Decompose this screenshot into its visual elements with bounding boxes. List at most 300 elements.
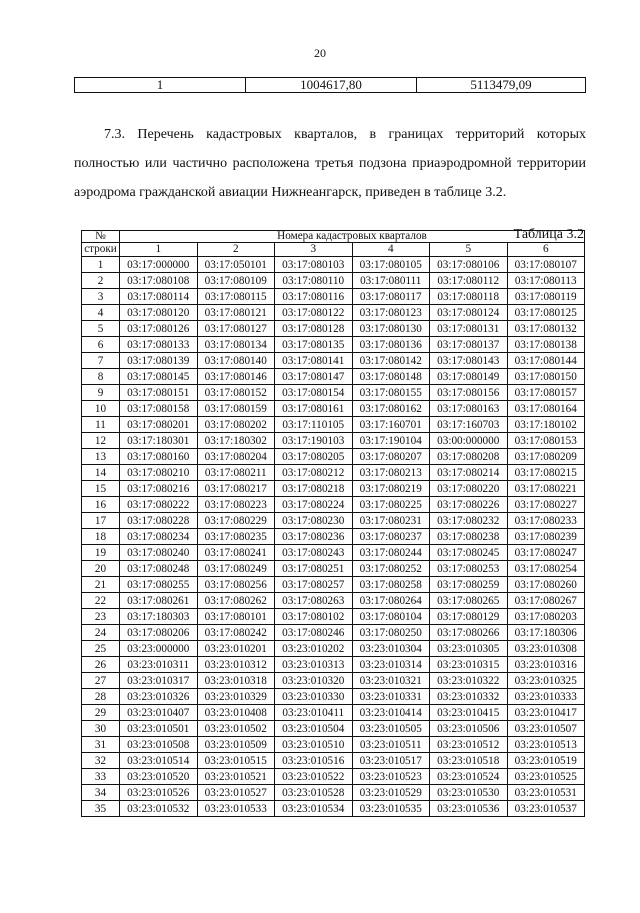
cadastral-number-cell: 03:23:010332 <box>430 689 508 705</box>
cadastral-number-cell: 03:17:080250 <box>352 625 430 641</box>
column-header: 6 <box>507 243 585 257</box>
cadastral-number-cell: 03:17:080132 <box>507 321 585 337</box>
cadastral-number-cell: 03:17:080101 <box>197 609 275 625</box>
group-header: Номера кадастровых кварталов <box>120 231 585 243</box>
cadastral-number-cell: 03:17:080224 <box>275 497 353 513</box>
row-number-cell: 18 <box>82 529 120 545</box>
cadastral-number-cell: 03:17:080152 <box>197 385 275 401</box>
cadastral-number-cell: 03:23:010315 <box>430 657 508 673</box>
cadastral-number-cell: 03:23:010308 <box>507 641 585 657</box>
column-header: 2 <box>197 243 275 257</box>
cadastral-number-cell: 03:17:080134 <box>197 337 275 353</box>
cadastral-number-cell: 03:17:080220 <box>430 481 508 497</box>
cadastral-number-cell: 03:23:010333 <box>507 689 585 705</box>
paragraph-line: 7.3. Перечень кадастровых кварталов, в границах территорий которых <box>104 127 586 142</box>
cadastral-number-cell: 03:17:080104 <box>352 609 430 625</box>
cadastral-number-cell: 03:17:080235 <box>197 529 275 545</box>
cadastral-number-cell: 03:23:010411 <box>275 705 353 721</box>
cadastral-number-cell: 03:23:010312 <box>197 657 275 673</box>
cadastral-number-cell: 03:17:080232 <box>430 513 508 529</box>
cadastral-number-cell: 03:23:010517 <box>352 753 430 769</box>
table-row <box>82 305 585 321</box>
table-row <box>82 753 585 769</box>
cadastral-number-cell: 03:23:000000 <box>120 641 198 657</box>
cadastral-number-cell: 03:17:080109 <box>197 273 275 289</box>
section-paragraph <box>74 120 586 207</box>
cadastral-number-cell: 03:17:080210 <box>120 465 198 481</box>
cadastral-number-cell: 03:17:080126 <box>120 321 198 337</box>
cadastral-number-cell: 03:23:010525 <box>507 769 585 785</box>
cadastral-number-cell: 03:17:080151 <box>120 385 198 401</box>
table-row <box>82 705 585 721</box>
cadastral-number-cell: 03:17:080266 <box>430 625 508 641</box>
cadastral-number-cell: 03:17:080264 <box>352 593 430 609</box>
cadastral-number-cell: 03:17:080248 <box>120 561 198 577</box>
row-number-cell: 12 <box>82 433 120 449</box>
cadastral-number-cell: 03:17:080144 <box>507 353 585 369</box>
cadastral-number-cell: 03:17:080209 <box>507 449 585 465</box>
cadastral-number-cell: 03:17:080124 <box>430 305 508 321</box>
row-number-cell: 27 <box>82 673 120 689</box>
cadastral-number-cell: 03:17:080207 <box>352 449 430 465</box>
column-header: 4 <box>352 243 430 257</box>
cadastral-number-cell: 03:17:080123 <box>352 305 430 321</box>
column-header: 3 <box>275 243 353 257</box>
cadastral-number-cell: 03:17:080229 <box>197 513 275 529</box>
cadastral-number-cell: 03:23:010417 <box>507 705 585 721</box>
cadastral-number-cell: 03:17:190103 <box>275 433 353 449</box>
cadastral-number-cell: 03:17:080255 <box>120 577 198 593</box>
cadastral-number-cell: 03:17:080128 <box>275 321 353 337</box>
cadastral-number-cell: 03:23:010502 <box>197 721 275 737</box>
cadastral-number-cell: 03:17:180306 <box>507 625 585 641</box>
table-row <box>82 289 585 305</box>
cadastral-number-cell: 03:17:080105 <box>352 257 430 273</box>
cadastral-number-cell: 03:17:080239 <box>507 529 585 545</box>
table-row <box>75 78 586 93</box>
cadastral-number-cell: 03:17:080216 <box>120 481 198 497</box>
cadastral-number-cell: 03:17:080238 <box>430 529 508 545</box>
cadastral-number-cell: 03:17:110105 <box>275 417 353 433</box>
cadastral-number-cell: 03:17:080249 <box>197 561 275 577</box>
table-row <box>82 481 585 497</box>
cadastral-number-cell: 03:17:080253 <box>430 561 508 577</box>
cadastral-number-cell: 03:23:010414 <box>352 705 430 721</box>
table-row <box>82 513 585 529</box>
cadastral-number-cell: 03:17:080227 <box>507 497 585 513</box>
table-row <box>82 721 585 737</box>
cadastral-number-cell: 03:17:080160 <box>120 449 198 465</box>
cadastral-number-cell: 03:23:010320 <box>275 673 353 689</box>
cadastral-number-cell: 03:17:080251 <box>275 561 353 577</box>
cadastral-number-cell: 03:17:080139 <box>120 353 198 369</box>
row-number-cell: 14 <box>82 465 120 481</box>
page-number: 20 <box>314 46 326 60</box>
cadastral-number-cell: 03:17:080254 <box>507 561 585 577</box>
table-row <box>82 593 585 609</box>
cadastral-number-cell: 03:23:010511 <box>352 737 430 753</box>
cadastral-number-cell: 03:23:010325 <box>507 673 585 689</box>
cadastral-number-cell: 03:17:080208 <box>430 449 508 465</box>
cadastral-number-cell: 03:23:010514 <box>120 753 198 769</box>
cadastral-number-cell: 03:23:010535 <box>352 801 430 817</box>
cadastral-number-cell: 03:17:080265 <box>430 593 508 609</box>
cadastral-number-cell: 03:17:180302 <box>197 433 275 449</box>
cadastral-number-cell: 03:23:010534 <box>275 801 353 817</box>
cadastral-number-cell: 03:17:080145 <box>120 369 198 385</box>
cadastral-number-cell: 03:17:080164 <box>507 401 585 417</box>
cadastral-number-cell: 03:23:010523 <box>352 769 430 785</box>
row-number-cell: 24 <box>82 625 120 641</box>
cadastral-number-cell: 03:23:010508 <box>120 737 198 753</box>
cadastral-number-cell: 03:17:080228 <box>120 513 198 529</box>
paragraph-line: аэродрома гражданской авиации Нижнеангарск, приведен в таблице 3.2. <box>74 185 507 200</box>
row-number-cell: 30 <box>82 721 120 737</box>
cadastral-number-cell: 03:17:080203 <box>507 609 585 625</box>
cadastral-number-cell: 03:17:080133 <box>120 337 198 353</box>
cadastral-number-cell: 03:23:010512 <box>430 737 508 753</box>
cadastral-number-cell: 03:17:080256 <box>197 577 275 593</box>
cadastral-number-cell: 03:17:080252 <box>352 561 430 577</box>
coordinate-table-fragment <box>74 77 586 93</box>
table-row <box>82 561 585 577</box>
cadastral-number-cell: 03:23:010516 <box>275 753 353 769</box>
cadastral-number-cell: 03:17:080219 <box>352 481 430 497</box>
cadastral-number-cell: 03:23:010528 <box>275 785 353 801</box>
cadastral-quarters-table <box>81 230 585 817</box>
cadastral-number-cell: 03:17:080147 <box>275 369 353 385</box>
cadastral-number-cell: 03:17:080106 <box>430 257 508 273</box>
cadastral-number-cell: 03:17:080122 <box>275 305 353 321</box>
table-row <box>82 449 585 465</box>
cadastral-number-cell: 03:23:010314 <box>352 657 430 673</box>
row-number-cell: 10 <box>82 401 120 417</box>
cadastral-number-cell: 03:17:080205 <box>275 449 353 465</box>
cadastral-number-cell: 03:23:010510 <box>275 737 353 753</box>
cadastral-number-cell: 03:17:080213 <box>352 465 430 481</box>
cadastral-number-cell: 03:17:080211 <box>197 465 275 481</box>
row-number-cell: 34 <box>82 785 120 801</box>
cadastral-number-cell: 03:17:080112 <box>430 273 508 289</box>
cadastral-number-cell: 03:23:010527 <box>197 785 275 801</box>
cadastral-number-cell: 03:23:010509 <box>197 737 275 753</box>
cadastral-number-cell: 03:17:080222 <box>120 497 198 513</box>
cadastral-number-cell: 03:23:010518 <box>430 753 508 769</box>
cadastral-number-cell: 03:17:080154 <box>275 385 353 401</box>
table-row <box>82 785 585 801</box>
cadastral-number-cell: 03:23:010317 <box>120 673 198 689</box>
cadastral-number-cell: 03:17:080135 <box>275 337 353 353</box>
cadastral-number-cell: 03:23:010519 <box>507 753 585 769</box>
table-row <box>82 321 585 337</box>
table-cell: 1 <box>75 78 246 93</box>
table-row <box>82 369 585 385</box>
cadastral-number-cell: 03:17:080158 <box>120 401 198 417</box>
cadastral-number-cell: 03:17:080140 <box>197 353 275 369</box>
cadastral-number-cell: 03:17:080137 <box>430 337 508 353</box>
cadastral-number-cell: 03:17:080245 <box>430 545 508 561</box>
table-row <box>82 801 585 817</box>
row-number-cell: 25 <box>82 641 120 657</box>
cadastral-number-cell: 03:17:080138 <box>507 337 585 353</box>
cadastral-number-cell: 03:23:010304 <box>352 641 430 657</box>
row-number-cell: 3 <box>82 289 120 305</box>
row-number-cell: 6 <box>82 337 120 353</box>
cadastral-number-cell: 03:17:080244 <box>352 545 430 561</box>
cadastral-number-cell: 03:23:010537 <box>507 801 585 817</box>
cadastral-number-cell: 03:23:010513 <box>507 737 585 753</box>
cadastral-number-cell: 03:17:190104 <box>352 433 430 449</box>
row-number-cell: 19 <box>82 545 120 561</box>
cadastral-number-cell: 03:23:010524 <box>430 769 508 785</box>
table-row <box>82 337 585 353</box>
cadastral-number-cell: 03:23:010506 <box>430 721 508 737</box>
cadastral-number-cell: 03:17:080103 <box>275 257 353 273</box>
table-caption: Таблица 3.2 <box>513 227 584 242</box>
cadastral-number-cell: 03:17:080125 <box>507 305 585 321</box>
cadastral-number-cell: 03:17:080150 <box>507 369 585 385</box>
cadastral-number-cell: 03:17:080218 <box>275 481 353 497</box>
row-number-cell: 31 <box>82 737 120 753</box>
cadastral-number-cell: 03:17:080121 <box>197 305 275 321</box>
cadastral-number-cell: 03:17:160701 <box>352 417 430 433</box>
cadastral-number-cell: 03:17:080246 <box>275 625 353 641</box>
table-row <box>82 577 585 593</box>
table-row <box>82 657 585 673</box>
cadastral-number-cell: 03:17:080163 <box>430 401 508 417</box>
cadastral-number-cell: 03:17:080236 <box>275 529 353 545</box>
cadastral-number-cell: 03:17:080241 <box>197 545 275 561</box>
cadastral-number-cell: 03:17:080201 <box>120 417 198 433</box>
cadastral-number-cell: 03:17:080214 <box>430 465 508 481</box>
cadastral-number-cell: 03:23:010533 <box>197 801 275 817</box>
cadastral-number-cell: 03:17:080149 <box>430 369 508 385</box>
cadastral-number-cell: 03:17:160703 <box>430 417 508 433</box>
cadastral-number-cell: 03:17:080212 <box>275 465 353 481</box>
cadastral-number-cell: 03:23:010504 <box>275 721 353 737</box>
table-row <box>82 273 585 289</box>
cadastral-number-cell: 03:17:080262 <box>197 593 275 609</box>
cadastral-number-cell: 03:17:080110 <box>275 273 353 289</box>
row-number-cell: 7 <box>82 353 120 369</box>
row-number-cell: 13 <box>82 449 120 465</box>
cadastral-number-cell: 03:17:080136 <box>352 337 430 353</box>
cadastral-number-cell: 03:17:080127 <box>197 321 275 337</box>
cadastral-number-cell: 03:17:080117 <box>352 289 430 305</box>
cadastral-number-cell: 03:23:010316 <box>507 657 585 673</box>
row-number-header-label: строки <box>82 243 120 257</box>
cadastral-number-cell: 03:17:080231 <box>352 513 430 529</box>
cadastral-number-cell: 03:17:080233 <box>507 513 585 529</box>
row-number-header: № <box>82 231 120 243</box>
table-row <box>82 737 585 753</box>
cadastral-number-cell: 03:23:010515 <box>197 753 275 769</box>
paragraph-line: полностью или частично расположена третья подзона приаэродромной территории <box>74 156 586 171</box>
cadastral-number-cell: 03:23:010530 <box>430 785 508 801</box>
cadastral-number-cell: 03:17:080230 <box>275 513 353 529</box>
cadastral-number-cell: 03:17:080113 <box>507 273 585 289</box>
cadastral-number-cell: 03:17:080131 <box>430 321 508 337</box>
cadastral-number-cell: 03:23:010521 <box>197 769 275 785</box>
table-row <box>82 545 585 561</box>
row-number-cell: 9 <box>82 385 120 401</box>
table-row <box>82 353 585 369</box>
cadastral-number-cell: 03:23:010408 <box>197 705 275 721</box>
cadastral-number-cell: 03:23:010501 <box>120 721 198 737</box>
cadastral-number-cell: 03:17:080119 <box>507 289 585 305</box>
cadastral-number-cell: 03:17:080102 <box>275 609 353 625</box>
table-row <box>82 625 585 641</box>
table-row <box>82 433 585 449</box>
cadastral-number-cell: 03:17:080237 <box>352 529 430 545</box>
cadastral-number-cell: 03:17:080221 <box>507 481 585 497</box>
cadastral-number-cell: 03:17:180303 <box>120 609 198 625</box>
cadastral-number-cell: 03:17:080204 <box>197 449 275 465</box>
cadastral-number-cell: 03:23:010536 <box>430 801 508 817</box>
cadastral-number-cell: 03:23:010201 <box>197 641 275 657</box>
cadastral-number-cell: 03:23:010532 <box>120 801 198 817</box>
cadastral-number-cell: 03:17:080155 <box>352 385 430 401</box>
cadastral-number-cell: 03:17:080257 <box>275 577 353 593</box>
cadastral-number-cell: 03:17:080118 <box>430 289 508 305</box>
row-number-cell: 32 <box>82 753 120 769</box>
cadastral-number-cell: 03:17:080114 <box>120 289 198 305</box>
table-cell: 1004617,80 <box>246 78 417 93</box>
cadastral-number-cell: 03:17:080263 <box>275 593 353 609</box>
cadastral-number-cell: 03:17:080162 <box>352 401 430 417</box>
column-header: 1 <box>120 243 198 257</box>
table-row <box>82 529 585 545</box>
cadastral-number-cell: 03:23:010326 <box>120 689 198 705</box>
table-row <box>82 497 585 513</box>
cadastral-number-cell: 03:17:080161 <box>275 401 353 417</box>
cadastral-number-cell: 03:23:010415 <box>430 705 508 721</box>
table-row <box>82 769 585 785</box>
cadastral-number-cell: 03:23:010305 <box>430 641 508 657</box>
column-header: 5 <box>430 243 508 257</box>
row-number-cell: 29 <box>82 705 120 721</box>
cadastral-number-cell: 03:23:010330 <box>275 689 353 705</box>
row-number-cell: 28 <box>82 689 120 705</box>
cadastral-number-cell: 03:23:010329 <box>197 689 275 705</box>
table-row <box>82 465 585 481</box>
cadastral-number-cell: 03:23:010507 <box>507 721 585 737</box>
cadastral-number-cell: 03:17:080261 <box>120 593 198 609</box>
table-row <box>82 641 585 657</box>
cadastral-number-cell: 03:00:000000 <box>430 433 508 449</box>
cadastral-number-cell: 03:17:080141 <box>275 353 353 369</box>
cadastral-number-cell: 03:17:080111 <box>352 273 430 289</box>
row-number-cell: 33 <box>82 769 120 785</box>
cadastral-number-cell: 03:17:180301 <box>120 433 198 449</box>
cadastral-number-cell: 03:17:080206 <box>120 625 198 641</box>
row-number-cell: 26 <box>82 657 120 673</box>
cadastral-number-cell: 03:17:080129 <box>430 609 508 625</box>
table-row <box>82 385 585 401</box>
cadastral-number-cell: 03:17:080153 <box>507 433 585 449</box>
row-number-cell: 23 <box>82 609 120 625</box>
row-number-cell: 4 <box>82 305 120 321</box>
cadastral-number-cell: 03:17:080258 <box>352 577 430 593</box>
cadastral-number-cell: 03:17:050101 <box>197 257 275 273</box>
row-number-cell: 11 <box>82 417 120 433</box>
row-number-cell: 21 <box>82 577 120 593</box>
cadastral-number-cell: 03:17:080259 <box>430 577 508 593</box>
cadastral-number-cell: 03:17:000000 <box>120 257 198 273</box>
cadastral-number-cell: 03:23:010526 <box>120 785 198 801</box>
row-number-cell: 15 <box>82 481 120 497</box>
cadastral-number-cell: 03:23:010313 <box>275 657 353 673</box>
table-row <box>82 401 585 417</box>
cadastral-number-cell: 03:17:080225 <box>352 497 430 513</box>
cadastral-number-cell: 03:23:010520 <box>120 769 198 785</box>
table-header-row <box>82 243 585 257</box>
cadastral-number-cell: 03:23:010529 <box>352 785 430 801</box>
cadastral-number-cell: 03:17:080148 <box>352 369 430 385</box>
row-number-cell: 17 <box>82 513 120 529</box>
cadastral-number-cell: 03:17:080143 <box>430 353 508 369</box>
table-row <box>82 689 585 705</box>
cadastral-number-cell: 03:17:080226 <box>430 497 508 513</box>
cadastral-number-cell: 03:17:080116 <box>275 289 353 305</box>
cadastral-number-cell: 03:23:010311 <box>120 657 198 673</box>
table-body <box>82 257 585 817</box>
cadastral-number-cell: 03:17:080242 <box>197 625 275 641</box>
table-row <box>82 417 585 433</box>
cadastral-number-cell: 03:17:080146 <box>197 369 275 385</box>
cadastral-number-cell: 03:23:010522 <box>275 769 353 785</box>
table-header-row <box>82 231 585 243</box>
cadastral-number-cell: 03:17:080240 <box>120 545 198 561</box>
cadastral-number-cell: 03:17:080130 <box>352 321 430 337</box>
table-row <box>82 673 585 689</box>
cadastral-number-cell: 03:17:080223 <box>197 497 275 513</box>
cadastral-number-cell: 03:17:080142 <box>352 353 430 369</box>
cadastral-number-cell: 03:23:010407 <box>120 705 198 721</box>
cadastral-number-cell: 03:23:010318 <box>197 673 275 689</box>
cadastral-number-cell: 03:23:010322 <box>430 673 508 689</box>
cadastral-number-cell: 03:17:080156 <box>430 385 508 401</box>
row-number-cell: 5 <box>82 321 120 337</box>
table-cell: 5113479,09 <box>417 78 586 93</box>
cadastral-number-cell: 03:17:080243 <box>275 545 353 561</box>
cadastral-number-cell: 03:17:080202 <box>197 417 275 433</box>
cadastral-number-cell: 03:17:080234 <box>120 529 198 545</box>
row-number-cell: 22 <box>82 593 120 609</box>
cadastral-number-cell: 03:23:010321 <box>352 673 430 689</box>
cadastral-number-cell: 03:17:080267 <box>507 593 585 609</box>
row-number-cell: 8 <box>82 369 120 385</box>
cadastral-number-cell: 03:17:080215 <box>507 465 585 481</box>
row-number-cell: 35 <box>82 801 120 817</box>
cadastral-number-cell: 03:17:080247 <box>507 545 585 561</box>
row-number-cell: 16 <box>82 497 120 513</box>
row-number-cell: 1 <box>82 257 120 273</box>
cadastral-number-cell: 03:17:080120 <box>120 305 198 321</box>
cadastral-number-cell: 03:17:080217 <box>197 481 275 497</box>
cadastral-number-cell: 03:17:080260 <box>507 577 585 593</box>
row-number-cell: 2 <box>82 273 120 289</box>
cadastral-number-cell: 03:23:010331 <box>352 689 430 705</box>
cadastral-number-cell: 03:17:180102 <box>507 417 585 433</box>
table-row <box>82 257 585 273</box>
cadastral-number-cell: 03:23:010531 <box>507 785 585 801</box>
row-number-cell: 20 <box>82 561 120 577</box>
cadastral-number-cell: 03:17:080115 <box>197 289 275 305</box>
cadastral-number-cell: 03:17:080107 <box>507 257 585 273</box>
table-row <box>82 609 585 625</box>
cadastral-number-cell: 03:23:010505 <box>352 721 430 737</box>
